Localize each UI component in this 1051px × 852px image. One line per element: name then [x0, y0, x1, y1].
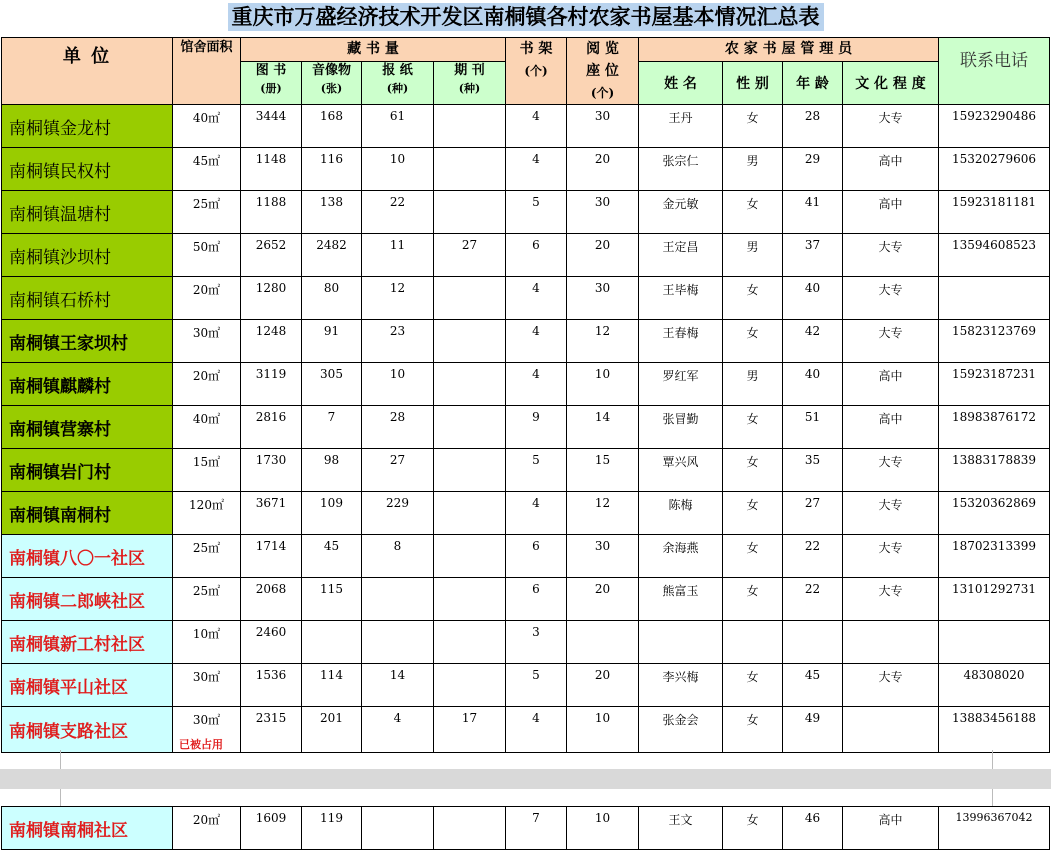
education-cell: 大专 — [843, 664, 939, 707]
shelves-cell: 7 — [506, 807, 567, 850]
manager-name-cell: 王定昌 — [639, 234, 723, 277]
shelves-cell: 5 — [506, 664, 567, 707]
age-cell: 49 — [783, 707, 843, 753]
seats-cell: 20 — [567, 234, 639, 277]
books-cell: 1609 — [241, 807, 302, 850]
table-gap-band — [0, 769, 1051, 789]
unit-name-cell: 南桐镇王家坝村 — [2, 320, 173, 363]
table-row — [2, 148, 1050, 191]
gender-cell: 女 — [723, 492, 783, 535]
area-cell — [173, 664, 241, 707]
av-cell: 80 — [302, 277, 362, 320]
manager-name-cell: 王文 — [639, 807, 723, 850]
area-cell — [173, 707, 241, 753]
education-cell: 高中 — [843, 807, 939, 850]
gender-cell: 女 — [723, 105, 783, 148]
gender-cell: 女 — [723, 664, 783, 707]
area-value: 40㎡ — [192, 111, 221, 125]
header-newspaper — [362, 62, 434, 105]
area-value: 25㎡ — [192, 197, 221, 211]
age-cell: 27 — [783, 492, 843, 535]
books-cell: 1730 — [241, 449, 302, 492]
header-newspaper-unit: (种) — [386, 82, 409, 96]
header-row-1 — [2, 38, 1050, 62]
av-cell: 45 — [302, 535, 362, 578]
av-cell: 115 — [302, 578, 362, 621]
age-cell: 40 — [783, 363, 843, 406]
phone-cell: 15923290486 — [939, 105, 1050, 148]
area-cell — [173, 535, 241, 578]
header-manager-name: 姓 名 — [639, 62, 723, 105]
gap-divider — [992, 789, 993, 806]
unit-name-cell: 南桐镇南桐村 — [2, 492, 173, 535]
books-cell: 3119 — [241, 363, 302, 406]
periodical-cell — [434, 621, 506, 664]
newspaper-cell: 23 — [362, 320, 434, 363]
header-age: 年 龄 — [783, 62, 843, 105]
area-cell — [173, 449, 241, 492]
area-value: 20㎡ — [192, 369, 221, 383]
header-area — [173, 38, 241, 105]
gender-cell: 男 — [723, 148, 783, 191]
manager-name-cell: 张冒勤 — [639, 406, 723, 449]
manager-name-cell: 陈梅 — [639, 492, 723, 535]
manager-name-cell: 王丹 — [639, 105, 723, 148]
av-cell: 138 — [302, 191, 362, 234]
education-cell: 大专 — [843, 449, 939, 492]
periodical-cell — [434, 191, 506, 234]
table-row — [2, 320, 1050, 363]
header-seats-label2: 座 位 — [586, 63, 619, 79]
unit-name-cell: 南桐镇二郎峡社区 — [2, 578, 173, 621]
shelves-cell: 4 — [506, 105, 567, 148]
table-row — [2, 363, 1050, 406]
table-row — [2, 234, 1050, 277]
av-cell: 91 — [302, 320, 362, 363]
area-value: 20㎡ — [192, 283, 221, 297]
seats-cell: 12 — [567, 492, 639, 535]
manager-name-cell: 覃兴风 — [639, 449, 723, 492]
books-cell: 2068 — [241, 578, 302, 621]
area-value: 25㎡ — [192, 541, 221, 555]
area-value: 20㎡ — [192, 813, 221, 827]
area-cell — [173, 578, 241, 621]
education-cell — [843, 707, 939, 753]
newspaper-cell — [362, 578, 434, 621]
age-cell: 28 — [783, 105, 843, 148]
newspaper-cell: 11 — [362, 234, 434, 277]
age-cell: 51 — [783, 406, 843, 449]
periodical-cell — [434, 105, 506, 148]
summary-table — [1, 37, 1050, 753]
age-cell: 37 — [783, 234, 843, 277]
header-books-unit: (册) — [260, 82, 282, 96]
header-books — [241, 62, 302, 105]
phone-cell: 13594608523 — [939, 234, 1050, 277]
newspaper-cell: 61 — [362, 105, 434, 148]
phone-cell: 13996367042 — [939, 807, 1050, 850]
shelves-cell: 5 — [506, 449, 567, 492]
area-value: 50㎡ — [192, 240, 221, 254]
books-cell: 1148 — [241, 148, 302, 191]
books-cell: 1280 — [241, 277, 302, 320]
gender-cell: 男 — [723, 363, 783, 406]
unit-name-cell: 南桐镇支路社区 — [2, 707, 173, 753]
table-row — [2, 621, 1050, 664]
seats-cell: 10 — [567, 707, 639, 753]
av-cell: 109 — [302, 492, 362, 535]
phone-cell: 15923187231 — [939, 363, 1050, 406]
books-cell: 2652 — [241, 234, 302, 277]
manager-name-cell: 熊富玉 — [639, 578, 723, 621]
table-row — [2, 664, 1050, 707]
area-cell — [173, 406, 241, 449]
periodical-cell — [434, 492, 506, 535]
area-cell — [173, 277, 241, 320]
newspaper-cell: 10 — [362, 363, 434, 406]
age-cell: 41 — [783, 191, 843, 234]
shelves-cell: 4 — [506, 707, 567, 753]
unit-name-cell: 南桐镇岩门村 — [2, 449, 173, 492]
av-cell — [302, 621, 362, 664]
education-cell: 大专 — [843, 578, 939, 621]
books-cell: 1536 — [241, 664, 302, 707]
periodical-cell — [434, 807, 506, 850]
header-books-label: 图 书 — [255, 63, 287, 79]
unit-name-cell: 南桐镇石桥村 — [2, 277, 173, 320]
header-shelves-label: 书 架 — [519, 41, 553, 57]
table-row — [2, 578, 1050, 621]
education-cell: 高中 — [843, 191, 939, 234]
age-cell: 22 — [783, 578, 843, 621]
shelves-cell: 6 — [506, 578, 567, 621]
seats-cell: 20 — [567, 664, 639, 707]
periodical-cell — [434, 148, 506, 191]
age-cell: 45 — [783, 664, 843, 707]
seats-cell: 10 — [567, 807, 639, 850]
header-phone: 联系电话 — [939, 38, 1050, 105]
age-cell — [783, 621, 843, 664]
seats-cell: 30 — [567, 191, 639, 234]
table-row — [2, 535, 1050, 578]
header-periodical-unit: (种) — [458, 82, 481, 96]
gap-divider — [60, 789, 61, 806]
av-cell: 114 — [302, 664, 362, 707]
phone-cell: 18983876172 — [939, 406, 1050, 449]
education-cell: 高中 — [843, 406, 939, 449]
manager-name-cell: 金元敏 — [639, 191, 723, 234]
header-area-label: 馆舍面积 — [180, 40, 233, 55]
books-cell: 2816 — [241, 406, 302, 449]
education-cell: 大专 — [843, 277, 939, 320]
header-periodical-label: 期 刊 — [454, 63, 485, 79]
extra-table — [1, 806, 1050, 850]
header-av — [302, 62, 362, 105]
newspaper-cell — [362, 621, 434, 664]
header-seats-label: 阅 览 — [586, 41, 619, 57]
shelves-cell: 6 — [506, 535, 567, 578]
header-av-unit: (张) — [320, 82, 343, 96]
area-value: 30㎡ — [192, 326, 221, 340]
area-value: 25㎡ — [192, 584, 221, 598]
shelves-cell: 5 — [506, 191, 567, 234]
header-collection: 藏 书 量 — [241, 38, 506, 62]
shelves-cell: 4 — [506, 148, 567, 191]
area-value: 15㎡ — [192, 455, 221, 469]
manager-name-cell — [639, 621, 723, 664]
area-cell — [173, 492, 241, 535]
area-cell — [173, 621, 241, 664]
gender-cell: 女 — [723, 449, 783, 492]
unit-name-cell: 南桐镇营寨村 — [2, 406, 173, 449]
header-periodical — [434, 62, 506, 105]
education-cell: 大专 — [843, 234, 939, 277]
occupied-note: 已被占用 — [179, 738, 223, 751]
phone-cell: 18702313399 — [939, 535, 1050, 578]
table-row — [2, 406, 1050, 449]
unit-name-cell: 南桐镇金龙村 — [2, 105, 173, 148]
education-cell: 大专 — [843, 320, 939, 363]
page-title: 重庆市万盛经济技术开发区南桐镇各村农家书屋基本情况汇总表 — [228, 3, 824, 31]
newspaper-cell: 14 — [362, 664, 434, 707]
newspaper-cell: 22 — [362, 191, 434, 234]
unit-name-cell: 南桐镇南桐社区 — [2, 807, 173, 850]
newspaper-cell: 10 — [362, 148, 434, 191]
newspaper-cell: 27 — [362, 449, 434, 492]
table-row — [2, 707, 1050, 753]
phone-cell: 15320362869 — [939, 492, 1050, 535]
area-cell — [173, 320, 241, 363]
header-newspaper-label: 报 纸 — [382, 63, 413, 79]
periodical-cell — [434, 406, 506, 449]
gender-cell — [723, 621, 783, 664]
newspaper-cell: 8 — [362, 535, 434, 578]
seats-cell — [567, 621, 639, 664]
unit-name-cell: 南桐镇沙坝村 — [2, 234, 173, 277]
age-cell: 42 — [783, 320, 843, 363]
av-cell: 119 — [302, 807, 362, 850]
header-unit: 单 位 — [2, 38, 173, 105]
gap-divider — [60, 750, 61, 769]
area-cell — [173, 234, 241, 277]
header-manager: 农 家 书 屋 管 理 员 — [639, 38, 939, 62]
header-gender: 性 别 — [723, 62, 783, 105]
seats-cell: 20 — [567, 148, 639, 191]
header-shelves-unit: (个) — [524, 64, 548, 78]
phone-cell — [939, 277, 1050, 320]
shelves-cell: 4 — [506, 363, 567, 406]
books-cell: 1248 — [241, 320, 302, 363]
manager-name-cell: 余海燕 — [639, 535, 723, 578]
age-cell: 46 — [783, 807, 843, 850]
newspaper-cell: 229 — [362, 492, 434, 535]
shelves-cell: 4 — [506, 492, 567, 535]
area-cell — [173, 807, 241, 850]
manager-name-cell: 王春梅 — [639, 320, 723, 363]
unit-name-cell: 南桐镇民权村 — [2, 148, 173, 191]
gender-cell: 女 — [723, 535, 783, 578]
periodical-cell — [434, 277, 506, 320]
area-value: 10㎡ — [192, 627, 221, 641]
manager-name-cell: 王毕梅 — [639, 277, 723, 320]
education-cell: 大专 — [843, 492, 939, 535]
av-cell: 98 — [302, 449, 362, 492]
av-cell: 2482 — [302, 234, 362, 277]
age-cell: 22 — [783, 535, 843, 578]
periodical-cell — [434, 320, 506, 363]
shelves-cell: 9 — [506, 406, 567, 449]
av-cell: 116 — [302, 148, 362, 191]
gender-cell: 女 — [723, 320, 783, 363]
periodical-cell — [434, 664, 506, 707]
table-row — [2, 449, 1050, 492]
periodical-cell: 27 — [434, 234, 506, 277]
seats-cell: 12 — [567, 320, 639, 363]
books-cell: 2315 — [241, 707, 302, 753]
area-cell — [173, 148, 241, 191]
periodical-cell — [434, 578, 506, 621]
header-seats — [567, 38, 639, 105]
shelves-cell: 4 — [506, 320, 567, 363]
header-av-label: 音像物 — [311, 63, 351, 79]
header-education: 文 化 程 度 — [843, 62, 939, 105]
gender-cell: 女 — [723, 277, 783, 320]
seats-cell: 30 — [567, 105, 639, 148]
age-cell: 35 — [783, 449, 843, 492]
seats-cell: 14 — [567, 406, 639, 449]
newspaper-cell — [362, 807, 434, 850]
header-shelves — [506, 38, 567, 105]
phone-cell — [939, 621, 1050, 664]
area-cell — [173, 363, 241, 406]
shelves-cell: 6 — [506, 234, 567, 277]
phone-cell: 13883456188 — [939, 707, 1050, 753]
table-row — [2, 191, 1050, 234]
area-value: 40㎡ — [192, 412, 221, 426]
gender-cell: 女 — [723, 406, 783, 449]
gender-cell: 女 — [723, 191, 783, 234]
area-value: 45㎡ — [192, 154, 221, 168]
newspaper-cell: 28 — [362, 406, 434, 449]
age-cell: 40 — [783, 277, 843, 320]
books-cell: 2460 — [241, 621, 302, 664]
area-value: 30㎡ — [192, 713, 221, 727]
av-cell: 201 — [302, 707, 362, 753]
periodical-cell: 17 — [434, 707, 506, 753]
phone-cell: 15320279606 — [939, 148, 1050, 191]
area-value: 120㎡ — [189, 498, 224, 512]
table-row — [2, 277, 1050, 320]
table-row — [2, 492, 1050, 535]
manager-name-cell: 李兴梅 — [639, 664, 723, 707]
phone-cell: 48308020 — [939, 664, 1050, 707]
seats-cell: 15 — [567, 449, 639, 492]
education-cell: 大专 — [843, 535, 939, 578]
unit-name-cell: 南桐镇温塘村 — [2, 191, 173, 234]
education-cell: 高中 — [843, 363, 939, 406]
gap-divider — [992, 750, 993, 769]
education-cell: 高中 — [843, 148, 939, 191]
newspaper-cell: 12 — [362, 277, 434, 320]
area-value: 30㎡ — [192, 670, 221, 684]
av-cell: 168 — [302, 105, 362, 148]
seats-cell: 30 — [567, 535, 639, 578]
books-cell: 1714 — [241, 535, 302, 578]
books-cell: 1188 — [241, 191, 302, 234]
unit-name-cell: 南桐镇麒麟村 — [2, 363, 173, 406]
av-cell: 7 — [302, 406, 362, 449]
age-cell: 29 — [783, 148, 843, 191]
periodical-cell — [434, 363, 506, 406]
area-cell — [173, 191, 241, 234]
manager-name-cell: 罗红军 — [639, 363, 723, 406]
gender-cell: 女 — [723, 578, 783, 621]
gender-cell: 女 — [723, 807, 783, 850]
phone-cell: 15923181181 — [939, 191, 1050, 234]
title-bar — [0, 0, 1051, 36]
books-cell: 3671 — [241, 492, 302, 535]
unit-name-cell: 南桐镇八〇一社区 — [2, 535, 173, 578]
seats-cell: 30 — [567, 277, 639, 320]
header-seats-unit: (个) — [590, 86, 615, 100]
education-cell — [843, 621, 939, 664]
area-cell — [173, 105, 241, 148]
phone-cell: 13101292731 — [939, 578, 1050, 621]
shelves-cell: 4 — [506, 277, 567, 320]
phone-cell: 13883178839 — [939, 449, 1050, 492]
periodical-cell — [434, 535, 506, 578]
education-cell: 大专 — [843, 105, 939, 148]
shelves-cell: 3 — [506, 621, 567, 664]
manager-name-cell: 张金会 — [639, 707, 723, 753]
newspaper-cell: 4 — [362, 707, 434, 753]
gender-cell: 女 — [723, 707, 783, 753]
seats-cell: 20 — [567, 578, 639, 621]
table-row — [2, 105, 1050, 148]
phone-cell: 15823123769 — [939, 320, 1050, 363]
table-row — [2, 807, 1050, 850]
periodical-cell — [434, 449, 506, 492]
av-cell: 305 — [302, 363, 362, 406]
unit-name-cell: 南桐镇新工村社区 — [2, 621, 173, 664]
books-cell: 3444 — [241, 105, 302, 148]
gender-cell: 男 — [723, 234, 783, 277]
seats-cell: 10 — [567, 363, 639, 406]
unit-name-cell: 南桐镇平山社区 — [2, 664, 173, 707]
manager-name-cell: 张宗仁 — [639, 148, 723, 191]
